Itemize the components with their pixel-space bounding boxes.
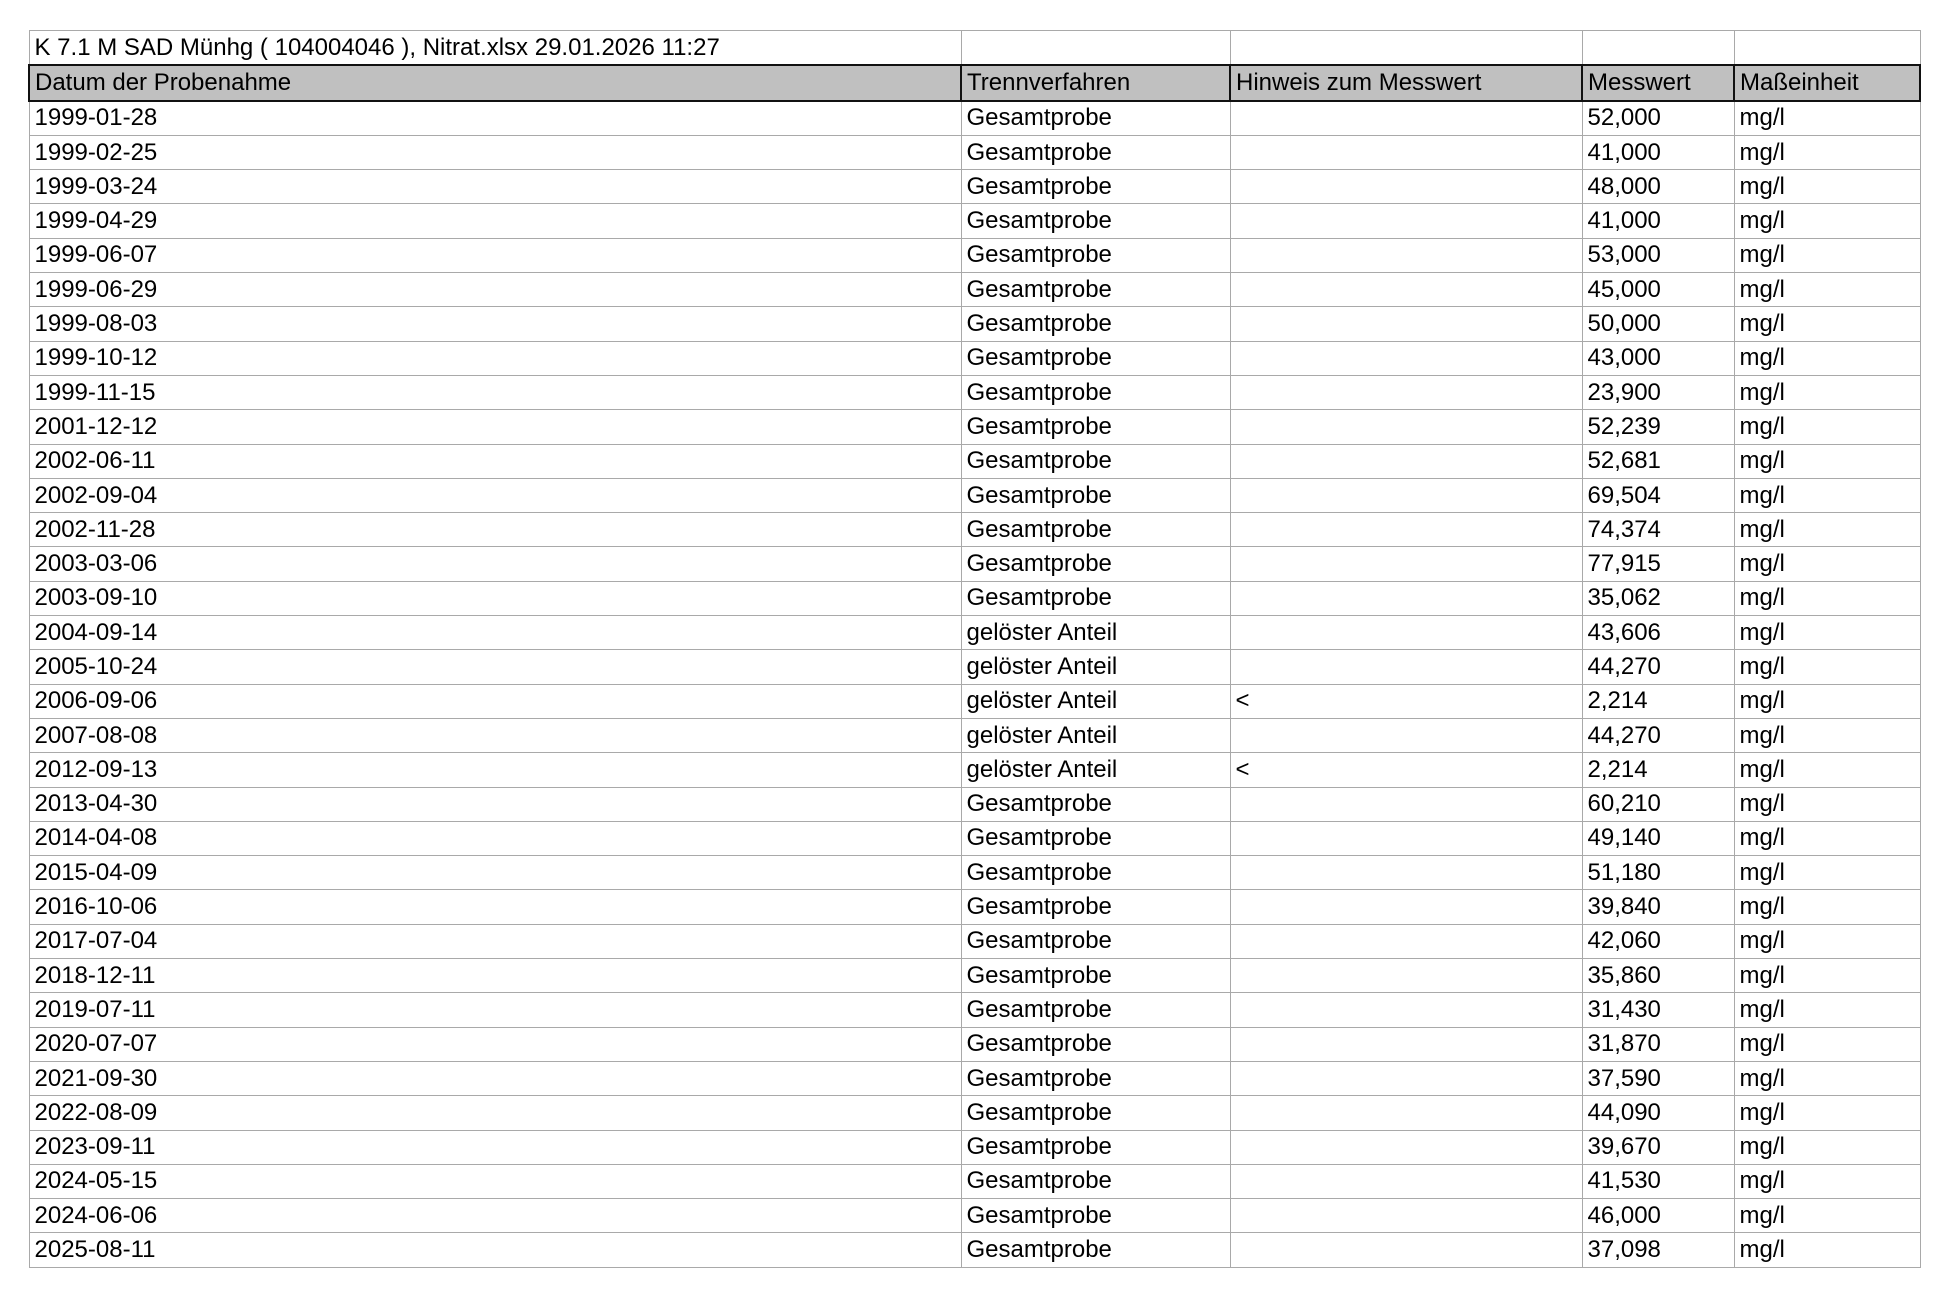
cell-masseinheit[interactable]: mg/l [1734,204,1920,238]
cell-datum[interactable]: 2004-09-14 [29,616,961,650]
cell-hinweis[interactable] [1230,444,1582,478]
cell-datum[interactable]: 1999-10-12 [29,341,961,375]
sheet-title-cell[interactable]: K 7.1 M SAD Münhg ( 104004046 ), Nitrat.xlsx 29.01.2026 11:27 [29,31,961,66]
cell-hinweis[interactable] [1230,170,1582,204]
cell-trennverfahren[interactable]: Gesamtprobe [961,307,1230,341]
table-row [29,718,1920,752]
cell-datum[interactable]: 2001-12-12 [29,410,961,444]
cell-hinweis[interactable] [1230,238,1582,272]
cell-trennverfahren[interactable]: Gesamtprobe [961,341,1230,375]
cell-datum[interactable]: 2016-10-06 [29,890,961,924]
cell-masseinheit[interactable]: mg/l [1734,821,1920,855]
cell-hinweis[interactable] [1230,513,1582,547]
cell-hinweis[interactable] [1230,718,1582,752]
cell-masseinheit[interactable]: mg/l [1734,753,1920,787]
cell-masseinheit[interactable]: mg/l [1734,101,1920,136]
cell-trennverfahren[interactable]: Gesamtprobe [961,410,1230,444]
cell-datum[interactable]: 2014-04-08 [29,821,961,855]
cell-datum[interactable]: 2019-07-11 [29,993,961,1027]
cell-datum[interactable]: 1999-03-24 [29,170,961,204]
cell-trennverfahren[interactable]: gelöster Anteil [961,718,1230,752]
table-row [29,307,1920,341]
cell-masseinheit[interactable]: mg/l [1734,959,1920,993]
table-row [29,478,1920,512]
cell-datum[interactable]: 1999-11-15 [29,375,961,409]
cell-hinweis[interactable] [1230,204,1582,238]
cell-messwert[interactable]: 35,860 [1582,959,1734,993]
cell-messwert[interactable]: 23,900 [1582,375,1734,409]
table-row [29,581,1920,615]
data-table [28,30,1921,1268]
table-body [29,101,1920,1268]
cell-messwert[interactable]: 69,504 [1582,478,1734,512]
cell-messwert[interactable]: 74,374 [1582,513,1734,547]
cell-hinweis[interactable] [1230,650,1582,684]
cell-messwert[interactable]: 52,681 [1582,444,1734,478]
table-row [29,444,1920,478]
cell-datum[interactable]: 1999-01-28 [29,101,961,136]
cell-datum[interactable]: 1999-04-29 [29,204,961,238]
table-row [29,753,1920,787]
table-row [29,856,1920,890]
cell-trennverfahren[interactable]: Gesamtprobe [961,170,1230,204]
cell-trennverfahren[interactable]: Gesamtprobe [961,1233,1230,1267]
table-row [29,170,1920,204]
table-row [29,650,1920,684]
header-row [29,65,1920,100]
cell-hinweis[interactable] [1230,273,1582,307]
cell-masseinheit[interactable]: mg/l [1734,375,1920,409]
column-header-masseinheit[interactable]: Maßeinheit [1734,65,1920,100]
column-header-hinweis[interactable]: Hinweis zum Messwert [1230,65,1582,100]
table-row [29,924,1920,958]
cell-trennverfahren[interactable]: Gesamtprobe [961,993,1230,1027]
cell-messwert[interactable]: 60,210 [1582,787,1734,821]
cell-hinweis[interactable] [1230,1096,1582,1130]
cell-messwert[interactable]: 31,870 [1582,1027,1734,1061]
cell-trennverfahren[interactable]: Gesamtprobe [961,821,1230,855]
table-row [29,616,1920,650]
cell-trennverfahren[interactable]: Gesamtprobe [961,1027,1230,1061]
cell-hinweis[interactable] [1230,375,1582,409]
cell-datum[interactable]: 1999-02-25 [29,135,961,169]
cell-datum[interactable]: 2013-04-30 [29,787,961,821]
cell-hinweis[interactable]: < [1230,753,1582,787]
cell-messwert[interactable]: 42,060 [1582,924,1734,958]
cell-datum[interactable]: 2012-09-13 [29,753,961,787]
cell-hinweis[interactable] [1230,924,1582,958]
table-row [29,375,1920,409]
cell-hinweis[interactable] [1230,1164,1582,1198]
cell-masseinheit[interactable]: mg/l [1734,1164,1920,1198]
cell-masseinheit[interactable]: mg/l [1734,170,1920,204]
table-row [29,101,1920,136]
cell-trennverfahren[interactable]: Gesamtprobe [961,1096,1230,1130]
cell-trennverfahren[interactable]: Gesamtprobe [961,547,1230,581]
cell-masseinheit[interactable]: mg/l [1734,616,1920,650]
cell-messwert[interactable]: 2,214 [1582,753,1734,787]
cell-masseinheit[interactable]: mg/l [1734,787,1920,821]
cell-trennverfahren[interactable]: Gesamtprobe [961,581,1230,615]
cell-messwert[interactable]: 44,090 [1582,1096,1734,1130]
cell-trennverfahren[interactable]: Gesamtprobe [961,101,1230,136]
cell-datum[interactable]: 2006-09-06 [29,684,961,718]
cell-masseinheit[interactable]: mg/l [1734,581,1920,615]
cell-hinweis[interactable] [1230,410,1582,444]
cell-masseinheit[interactable]: mg/l [1734,718,1920,752]
cell-trennverfahren[interactable]: Gesamtprobe [961,1164,1230,1198]
cell-messwert[interactable]: 39,840 [1582,890,1734,924]
cell-messwert[interactable]: 44,270 [1582,650,1734,684]
cell-hinweis[interactable] [1230,1027,1582,1061]
cell-messwert[interactable]: 49,140 [1582,821,1734,855]
cell-datum[interactable]: 2005-10-24 [29,650,961,684]
cell-hinweis[interactable] [1230,821,1582,855]
cell-trennverfahren[interactable]: Gesamtprobe [961,513,1230,547]
cell-trennverfahren[interactable]: Gesamtprobe [961,273,1230,307]
cell-datum[interactable]: 2017-07-04 [29,924,961,958]
cell-masseinheit[interactable]: mg/l [1734,478,1920,512]
cell-messwert[interactable]: 45,000 [1582,273,1734,307]
table-row [29,273,1920,307]
table-row [29,959,1920,993]
table-row [29,547,1920,581]
cell-datum[interactable]: 2002-09-04 [29,478,961,512]
table-row [29,1096,1920,1130]
cell-hinweis[interactable] [1230,1233,1582,1267]
cell-hinweis[interactable] [1230,581,1582,615]
table-row [29,135,1920,169]
cell-masseinheit[interactable]: mg/l [1734,410,1920,444]
cell-trennverfahren[interactable]: gelöster Anteil [961,684,1230,718]
cell-messwert[interactable]: 44,270 [1582,718,1734,752]
cell-messwert[interactable]: 43,606 [1582,616,1734,650]
cell-hinweis[interactable] [1230,890,1582,924]
cell-masseinheit[interactable]: mg/l [1734,547,1920,581]
cell-masseinheit[interactable]: mg/l [1734,238,1920,272]
cell-masseinheit[interactable]: mg/l [1734,341,1920,375]
column-header-trennverfahren[interactable]: Trennverfahren [961,65,1230,100]
cell-hinweis[interactable]: < [1230,684,1582,718]
cell-messwert[interactable]: 48,000 [1582,170,1734,204]
table-row [29,993,1920,1027]
cell-masseinheit[interactable]: mg/l [1734,273,1920,307]
table-row [29,238,1920,272]
cell-masseinheit[interactable]: mg/l [1734,1199,1920,1233]
cell-trennverfahren[interactable]: Gesamtprobe [961,959,1230,993]
cell-datum[interactable]: 2022-08-09 [29,1096,961,1130]
cell-messwert[interactable]: 2,214 [1582,684,1734,718]
column-header-messwert[interactable]: Messwert [1582,65,1734,100]
cell-datum[interactable]: 2003-09-10 [29,581,961,615]
cell-datum[interactable]: 1999-06-29 [29,273,961,307]
cell-trennverfahren[interactable]: Gesamtprobe [961,1130,1230,1164]
cell-masseinheit[interactable]: mg/l [1734,135,1920,169]
cell-trennverfahren[interactable]: Gesamtprobe [961,238,1230,272]
cell-hinweis[interactable] [1230,787,1582,821]
cell-hinweis[interactable] [1230,478,1582,512]
cell-masseinheit[interactable]: mg/l [1734,1027,1920,1061]
cell-messwert[interactable]: 31,430 [1582,993,1734,1027]
cell-hinweis[interactable] [1230,135,1582,169]
cell-masseinheit[interactable]: mg/l [1734,684,1920,718]
cell-datum[interactable]: 2007-08-08 [29,718,961,752]
cell-hinweis[interactable] [1230,993,1582,1027]
cell-trennverfahren[interactable]: Gesamtprobe [961,924,1230,958]
cell-datum[interactable]: 2002-11-28 [29,513,961,547]
cell-messwert[interactable]: 41,000 [1582,204,1734,238]
cell-datum[interactable]: 2002-06-11 [29,444,961,478]
cell-datum[interactable]: 2003-03-06 [29,547,961,581]
cell-trennverfahren[interactable]: Gesamtprobe [961,1199,1230,1233]
cell-hinweis[interactable] [1230,307,1582,341]
cell-datum[interactable]: 2015-04-09 [29,856,961,890]
cell-datum[interactable]: 1999-06-07 [29,238,961,272]
table-row [29,1130,1920,1164]
cell-masseinheit[interactable]: mg/l [1734,1061,1920,1095]
cell-messwert[interactable]: 52,239 [1582,410,1734,444]
cell-messwert[interactable]: 41,530 [1582,1164,1734,1198]
cell-messwert[interactable]: 50,000 [1582,307,1734,341]
cell-trennverfahren[interactable]: gelöster Anteil [961,753,1230,787]
cell-messwert[interactable]: 77,915 [1582,547,1734,581]
cell-hinweis[interactable] [1230,856,1582,890]
cell-masseinheit[interactable]: mg/l [1734,307,1920,341]
cell-masseinheit[interactable]: mg/l [1734,856,1920,890]
cell-trennverfahren[interactable]: gelöster Anteil [961,616,1230,650]
cell-datum[interactable]: 2024-05-15 [29,1164,961,1198]
empty-cell[interactable] [1230,31,1582,66]
cell-masseinheit[interactable]: mg/l [1734,924,1920,958]
table-row [29,513,1920,547]
cell-hinweis[interactable] [1230,616,1582,650]
cell-messwert[interactable]: 37,590 [1582,1061,1734,1095]
table-row [29,787,1920,821]
cell-masseinheit[interactable]: mg/l [1734,993,1920,1027]
cell-messwert[interactable]: 53,000 [1582,238,1734,272]
cell-masseinheit[interactable]: mg/l [1734,1096,1920,1130]
cell-trennverfahren[interactable]: Gesamtprobe [961,787,1230,821]
cell-masseinheit[interactable]: mg/l [1734,513,1920,547]
cell-datum[interactable]: 1999-08-03 [29,307,961,341]
table-row [29,890,1920,924]
table-row [29,1027,1920,1061]
table-row [29,1199,1920,1233]
cell-trennverfahren[interactable]: Gesamtprobe [961,135,1230,169]
cell-datum[interactable]: 2024-06-06 [29,1199,961,1233]
empty-cell[interactable] [1582,31,1734,66]
cell-messwert[interactable]: 43,000 [1582,341,1734,375]
cell-hinweis[interactable] [1230,959,1582,993]
cell-messwert[interactable]: 39,670 [1582,1130,1734,1164]
cell-trennverfahren[interactable]: Gesamtprobe [961,444,1230,478]
cell-datum[interactable]: 2020-07-07 [29,1027,961,1061]
cell-datum[interactable]: 2018-12-11 [29,959,961,993]
cell-trennverfahren[interactable]: Gesamtprobe [961,856,1230,890]
cell-messwert[interactable]: 35,062 [1582,581,1734,615]
cell-hinweis[interactable] [1230,341,1582,375]
table-row [29,1061,1920,1095]
cell-hinweis[interactable] [1230,547,1582,581]
cell-masseinheit[interactable]: mg/l [1734,1130,1920,1164]
table-row [29,1164,1920,1198]
cell-messwert[interactable]: 52,000 [1582,101,1734,136]
table-row [29,684,1920,718]
cell-trennverfahren[interactable]: Gesamtprobe [961,478,1230,512]
cell-masseinheit[interactable]: mg/l [1734,444,1920,478]
cell-masseinheit[interactable]: mg/l [1734,650,1920,684]
table-row [29,410,1920,444]
table-row [29,1233,1920,1267]
cell-masseinheit[interactable]: mg/l [1734,890,1920,924]
title-row [29,31,1920,66]
cell-trennverfahren[interactable]: gelöster Anteil [961,650,1230,684]
empty-cell[interactable] [1734,31,1920,66]
cell-trennverfahren[interactable]: Gesamtprobe [961,204,1230,238]
cell-trennverfahren[interactable]: Gesamtprobe [961,375,1230,409]
cell-messwert[interactable]: 51,180 [1582,856,1734,890]
cell-datum[interactable]: 2023-09-11 [29,1130,961,1164]
cell-datum[interactable]: 2025-08-11 [29,1233,961,1267]
column-header-datum[interactable]: Datum der Probenahme [29,65,961,100]
cell-hinweis[interactable] [1230,1130,1582,1164]
cell-datum[interactable]: 2021-09-30 [29,1061,961,1095]
cell-hinweis[interactable] [1230,1199,1582,1233]
cell-hinweis[interactable] [1230,1061,1582,1095]
cell-messwert[interactable]: 37,098 [1582,1233,1734,1267]
cell-hinweis[interactable] [1230,101,1582,136]
table-row [29,341,1920,375]
cell-trennverfahren[interactable]: Gesamtprobe [961,890,1230,924]
cell-messwert[interactable]: 41,000 [1582,135,1734,169]
cell-messwert[interactable]: 46,000 [1582,1199,1734,1233]
cell-trennverfahren[interactable]: Gesamtprobe [961,1061,1230,1095]
empty-cell[interactable] [961,31,1230,66]
spreadsheet [28,30,1921,1268]
table-row [29,204,1920,238]
table-row [29,821,1920,855]
cell-masseinheit[interactable]: mg/l [1734,1233,1920,1267]
